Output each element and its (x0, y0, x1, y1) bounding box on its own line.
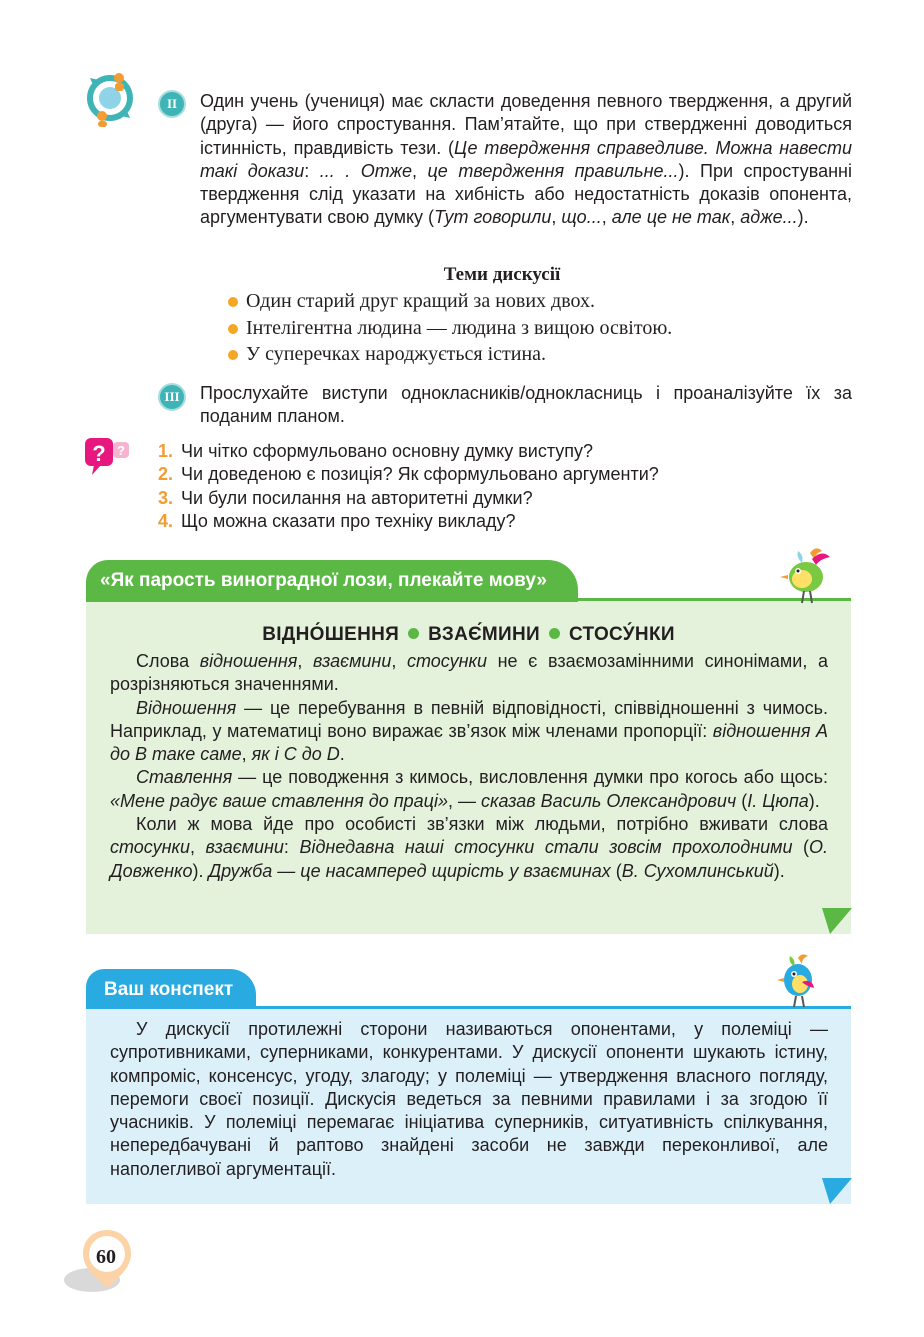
topic-item: Інтелігентна людина — людина з вищою освітою. (228, 315, 672, 342)
section-tab-title: Ваш конспект (86, 969, 256, 1009)
bullet-icon (408, 628, 419, 639)
bullet-icon (228, 297, 238, 307)
bullet-icon (549, 628, 560, 639)
bird-icon (776, 545, 838, 605)
topics-title: Теми дискусії (443, 264, 561, 285)
topics-list (228, 288, 672, 368)
task-number-badge: III (158, 383, 186, 411)
task-2-text: Один учень (учениця) має скласти доведення певного твердження, а другий (друга) — його спростування. Пам’ятайте, що при ствердженні доводиться істинність, правдивість тези. (Це твердження справедливе. Можна навести такі докази: ... . Отже, це твердження правильне...). При спростуванні твердження слід указати на хибність або недостатність доказів опонента, аргументувати свою думку (Тут говорили, що..., але це не так, адже...). (200, 91, 852, 228)
paragraph: Ставлення — це поводження з кимось, висловлення думки про когось або щось: «Мене радує ваше ставлення до праці», — сказав Василь Олександрович (І. Цюпа). (110, 767, 828, 811)
svg-text:?: ? (117, 443, 125, 458)
question-item: 3. Чи були посилання на авторитетні думки? (158, 487, 533, 508)
question-item: 1. Чи чітко сформульовано основну думку виступу? (158, 441, 594, 461)
paragraph: Відношення — це перебування в певній відповідності, співвідношенні з чимось. Наприклад, у математиці воно виражає зв’язок між членами пропорції: відношення А до В таке саме, як і С до D. (110, 697, 828, 765)
word-comparison-heading: ВІДНО́ШЕННЯ ВЗАЄ́МИНИ СТОСУ́НКИ (262, 624, 675, 645)
divider (240, 1006, 851, 1009)
discussion-icon (86, 70, 136, 128)
bullet-icon (228, 324, 238, 334)
paragraph: Слова відношення, взаємини, стосунки не є взаємозамінними синонімами, а розрізняються значеннями. (110, 651, 828, 695)
svg-text:?: ? (92, 441, 106, 466)
question-item: 4. Що можна сказати про техніку викладу? (158, 510, 516, 531)
question-item: 2. Чи доведеною є позиція? Як сформульовано аргументи? (158, 464, 659, 485)
task-number-badge: II (158, 90, 186, 118)
summary-text: У дискусії протилежні сторони називаються опонентами, у полеміці — супротивниками, суперниками, конкурентами. У дискусії опоненти шукають істину, компроміс, консенсус, угоду, злагоду; у полеміці — утвердження власного погляду, перемоги своєї позиції. Дискусія ведеться за певними правилами і за згодою її учасників. У полеміці перемагає ініціатива суперників, ситуативність спілкування, непередбачувані й раптово знайдені засоби не завжди переконливої, але наполегливої аргументації. (110, 1019, 828, 1179)
language-note-text (110, 650, 828, 883)
corner-triangle-icon (822, 908, 852, 934)
bullet-icon (228, 350, 238, 360)
bird-icon (772, 952, 824, 1010)
section-tab-title: «Як парость виноградної лози, плекайте мову» (86, 560, 578, 602)
topic-item: Один старий друг кращий за нових двох. (228, 288, 672, 315)
analysis-plan (158, 440, 659, 533)
task-3-text: Прослухайте виступи однокласників/однокласниць і проаналізуйте їх за поданим планом. (200, 383, 852, 427)
topic-item: У суперечках народжується істина. (228, 341, 672, 368)
question-icon (84, 437, 132, 477)
corner-triangle-icon (822, 1178, 852, 1204)
paragraph: Коли ж мова йде про особисті зв’язки між людьми, потрібно вживати слова стосунки, взаємини: Віднедавна наші стосунки стали зовсім прохолодними (О. Довженко). Дружба — це насамперед щирість у взаєминах (В. Сухомлинський). (110, 814, 828, 881)
page-number: 60 (96, 1246, 116, 1268)
